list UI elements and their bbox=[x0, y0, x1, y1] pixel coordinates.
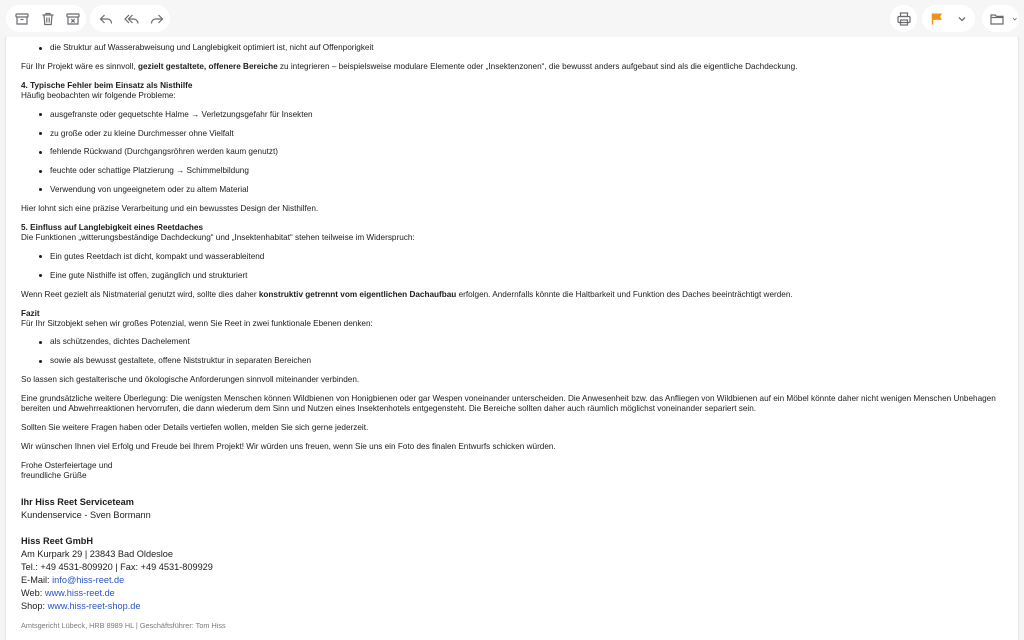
message-content bbox=[21, 43, 1006, 631]
bullet-dot bbox=[39, 188, 42, 191]
list-item: Ein gutes Reetdach ist dicht, kompakt und wasserableitend bbox=[39, 252, 1006, 262]
section-heading: 4. Typische Fehler beim Einsatz als Nisthilfe bbox=[21, 81, 193, 90]
print-button[interactable] bbox=[891, 6, 917, 32]
email-link[interactable]: info@hiss-reet.de bbox=[52, 575, 125, 586]
reply-button[interactable] bbox=[93, 6, 119, 32]
flag-icon bbox=[929, 11, 945, 27]
shop-link[interactable]: www.hiss-reet-shop.de bbox=[47, 601, 141, 612]
move-group bbox=[982, 5, 1019, 32]
bullet-dot bbox=[39, 113, 42, 116]
junk-button[interactable] bbox=[60, 6, 86, 32]
toolbar bbox=[0, 0, 1024, 37]
bold-text: konstruktiv getrennt vom eigentlichen Dachaufbau bbox=[258, 289, 457, 299]
message-body bbox=[5, 37, 1019, 640]
list-item: Eine gute Nisthilfe ist offen, zugänglich und strukturiert bbox=[39, 271, 1006, 281]
paragraph: Häufig beobachten wir folgende Probleme: bbox=[21, 91, 176, 100]
list-item-text: die Struktur auf Wasserabweisung und Langlebigkeit optimiert ist, nicht auf Offenporigkeit bbox=[50, 43, 374, 52]
bullet-dot bbox=[39, 151, 42, 154]
list-item: Verwendung von ungeeignetem oder zu altem Material bbox=[39, 185, 1006, 195]
signature-email: E-Mail: info@hiss-reet.de bbox=[21, 575, 125, 586]
bullet-dot bbox=[39, 170, 42, 173]
paragraph: Eine grundsätzliche weitere Überlegung: Die wenigsten Menschen können Wildbienen von Honigbienen oder gar Wespen voneinander unterscheiden. Die Anwesenheit bzw. das Anfliegen von Wildbienen auf ein Möbel könnte daher nicht wenigen Menschen Unbehagen bereiten und Abwehrreaktionen hervorrufen, die dann wiederum dem Sinn und Nutzen eines Insektenhotels entgegensteht. Die Bereiche sollten daher auch räumlich möglichst voneinander separiert sein. bbox=[21, 394, 996, 414]
list-item: feuchte oder schattige Platzierung → Schimmelbildung bbox=[39, 166, 1006, 176]
paragraph: Die Funktionen „witterungsbeständige Dachdeckung“ und „Insektenhabitat“ stehen teilweise im Widerspruch: bbox=[21, 232, 415, 242]
archive-icon bbox=[14, 11, 30, 27]
bullet-dot bbox=[39, 255, 42, 258]
trash-icon bbox=[40, 11, 56, 27]
archive-button[interactable] bbox=[9, 6, 35, 32]
junk-icon bbox=[65, 11, 81, 27]
print-group bbox=[890, 5, 917, 32]
closing-line: freundliche Grüße bbox=[21, 471, 87, 481]
signature-team: Ihr Hiss Reet Serviceteam bbox=[21, 497, 134, 508]
reply-all-icon bbox=[124, 11, 140, 27]
paragraph: So lassen sich gestalterische und ökologische Anforderungen sinnvoll miteinander verbinden. bbox=[21, 375, 360, 385]
mailbox-actions-group bbox=[6, 5, 86, 32]
chevron-down-icon[interactable] bbox=[1010, 14, 1019, 24]
bullet-dot bbox=[39, 274, 42, 277]
signature-company: Hiss Reet GmbH bbox=[21, 536, 93, 547]
signature-web: Web: www.hiss-reet.de bbox=[21, 588, 115, 599]
list-item: ausgefranste oder gequetschte Halme → Verletzungsgefahr für Insekten bbox=[39, 110, 1006, 120]
bold-text: gezielt gestaltete, offenere Bereiche bbox=[137, 62, 278, 71]
bullet-dot bbox=[39, 47, 42, 50]
paragraph: Sollten Sie weitere Fragen haben oder Details vertiefen wollen, melden Sie sich gerne jederzeit. bbox=[21, 423, 369, 433]
reply-all-button[interactable] bbox=[119, 6, 145, 32]
list-item: sowie als bewusst gestaltete, offene Niststruktur in separaten Bereichen bbox=[39, 356, 1006, 366]
signature-phone: Tel.: +49 4531-809920 | Fax: +49 4531-809929 bbox=[21, 562, 213, 573]
section-heading: 5. Einfluss auf Langlebigkeit eines Reetdaches bbox=[21, 222, 203, 232]
folder-icon bbox=[989, 11, 1005, 27]
flag-group bbox=[922, 5, 975, 32]
signature-address: Am Kurpark 29 | 23843 Bad Oldesloe bbox=[21, 549, 174, 560]
forward-button[interactable] bbox=[144, 6, 170, 32]
paragraph: Für Ihr Sitzobjekt sehen wir großes Potenzial, wenn Sie Reet in zwei funktionale Ebenen denken: bbox=[21, 318, 373, 328]
signature bbox=[21, 496, 1006, 613]
reply-actions-group bbox=[90, 5, 170, 32]
signature-footer: Amtsgericht Lübeck, HRB 8989 HL | Geschäftsführer: Tom Hiss bbox=[21, 621, 226, 631]
list-item: zu große oder zu kleine Durchmesser ohne Vielfalt bbox=[39, 129, 1006, 139]
chevron-down-icon bbox=[954, 11, 970, 27]
section-heading: Fazit bbox=[21, 308, 40, 318]
paragraph: Für Ihr Projekt wäre es sinnvoll, gezielt gestaltete, offenere Bereiche zu integrieren – beispielsweise modulare Elemente oder „Insektenzonen“, die bewusst anders aufgebaut sind als die eigentliche Dachdeckung. bbox=[21, 62, 798, 71]
forward-icon bbox=[149, 11, 165, 27]
paragraph: Wenn Reet gezielt als Nistmaterial genutzt wird, sollte dies daher konstruktiv getrennt vom eigentlichen Dachaufbau erfolgen. Andernfalls könnte die Haltbarkeit und Funktion des Daches beeinträchtigt werden. bbox=[21, 289, 793, 299]
print-icon bbox=[896, 11, 912, 27]
closing-line: Frohe Osterfeiertage und bbox=[21, 461, 113, 471]
flag-menu-button[interactable] bbox=[950, 6, 976, 32]
move-to-folder-button[interactable] bbox=[985, 6, 1010, 32]
signature-shop: Shop: www.hiss-reet-shop.de bbox=[21, 601, 141, 612]
delete-button[interactable] bbox=[35, 6, 61, 32]
web-link[interactable]: www.hiss-reet.de bbox=[44, 588, 115, 599]
paragraph: Hier lohnt sich eine präzise Verarbeitung und ein bewusstes Design der Nisthilfen. bbox=[21, 203, 319, 213]
reply-icon bbox=[98, 11, 114, 27]
list-item bbox=[39, 43, 1006, 53]
signature-person: Kundenservice - Sven Bormann bbox=[21, 510, 151, 521]
paragraph: Wir wünschen Ihnen viel Erfolg und Freude bei Ihrem Projekt! Wir würden uns freuen, wenn Sie uns ein Foto des finalen Entwurfs schicken würden. bbox=[21, 442, 556, 452]
list-item: fehlende Rückwand (Durchgangsröhren werden kaum genutzt) bbox=[39, 147, 1006, 157]
bullet-dot bbox=[39, 341, 42, 344]
bullet-dot bbox=[39, 360, 42, 363]
bullet-dot bbox=[39, 132, 42, 135]
flag-button[interactable] bbox=[924, 6, 950, 32]
list-item: als schützendes, dichtes Dachelement bbox=[39, 337, 1006, 347]
